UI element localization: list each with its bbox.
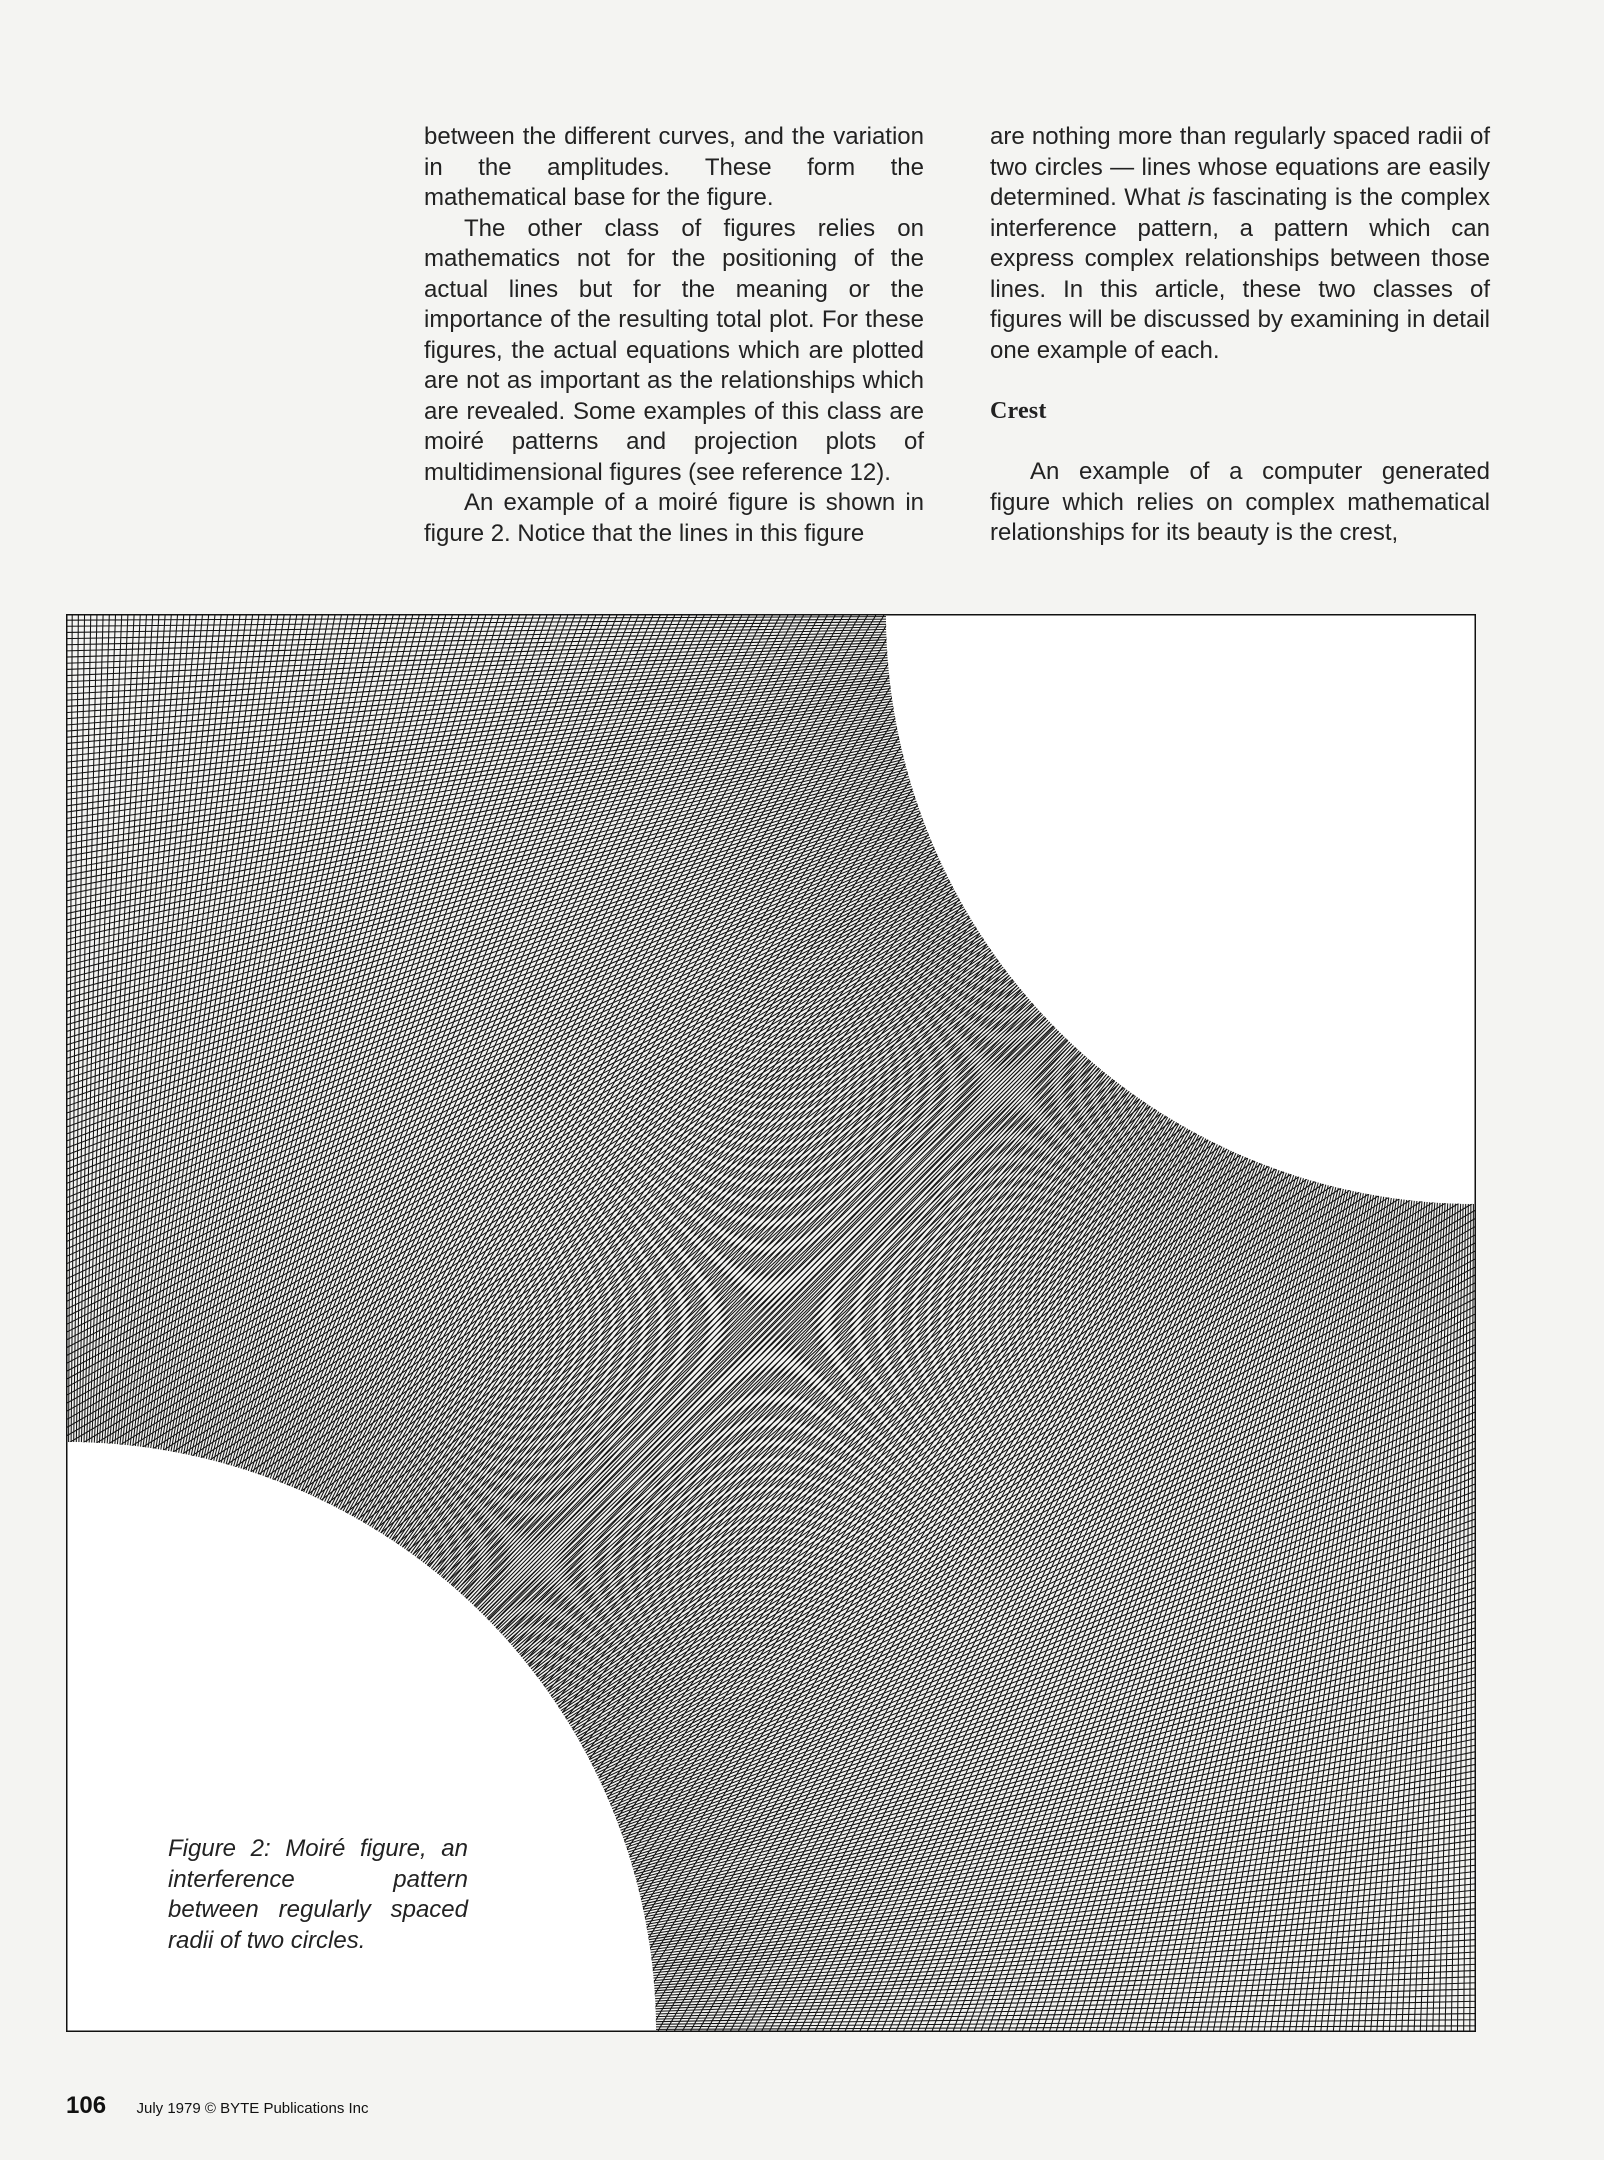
text-span: fascinating is the complex interference pattern, a pattern which can express complex relationships between those lines. In this article, these two classes of figures will be discussed by examining in detail one example of each. bbox=[990, 184, 1490, 364]
moire-pattern bbox=[66, 614, 1476, 2032]
paragraph: An example of a moiré figure is shown in figure 2. Notice that the lines in this figure bbox=[424, 489, 924, 547]
paragraph: between the different curves, and the variation in the amplitudes. These form the mathematical base for the figure. bbox=[424, 123, 924, 211]
paragraph bbox=[990, 122, 1490, 366]
section-heading: Crest bbox=[990, 398, 1047, 424]
paragraph: The other class of figures relies on mathematics not for the positioning of the actual lines but for the meaning or the importance of the resulting total plot. For these figures, the actual equations which are plotted are not as important as the relationships which are revealed. Some examples of this class are moiré patterns and projection plots of multidimensional figures (see reference 12). bbox=[424, 214, 924, 486]
page-number: 106 bbox=[66, 2092, 107, 2119]
moire-figure bbox=[66, 614, 1476, 2032]
figure-caption: Figure 2: Moiré figure, an interference pattern between regularly spaced radii of two circles. bbox=[168, 1835, 468, 1954]
page-footer bbox=[66, 2092, 369, 2120]
publication-line: July 1979 © BYTE Publications Inc bbox=[136, 2100, 369, 2117]
paragraph: An example of a computer generated figure which relies on complex mathematical relationships for its beauty is the crest, bbox=[990, 458, 1490, 546]
emphasis: is bbox=[1187, 184, 1206, 211]
text-column-left bbox=[424, 122, 924, 549]
text-column-right bbox=[990, 122, 1490, 549]
text-span: are nothing more than regularly spaced radii of two circles — lines whose equations are easily determined. What bbox=[990, 123, 1490, 211]
